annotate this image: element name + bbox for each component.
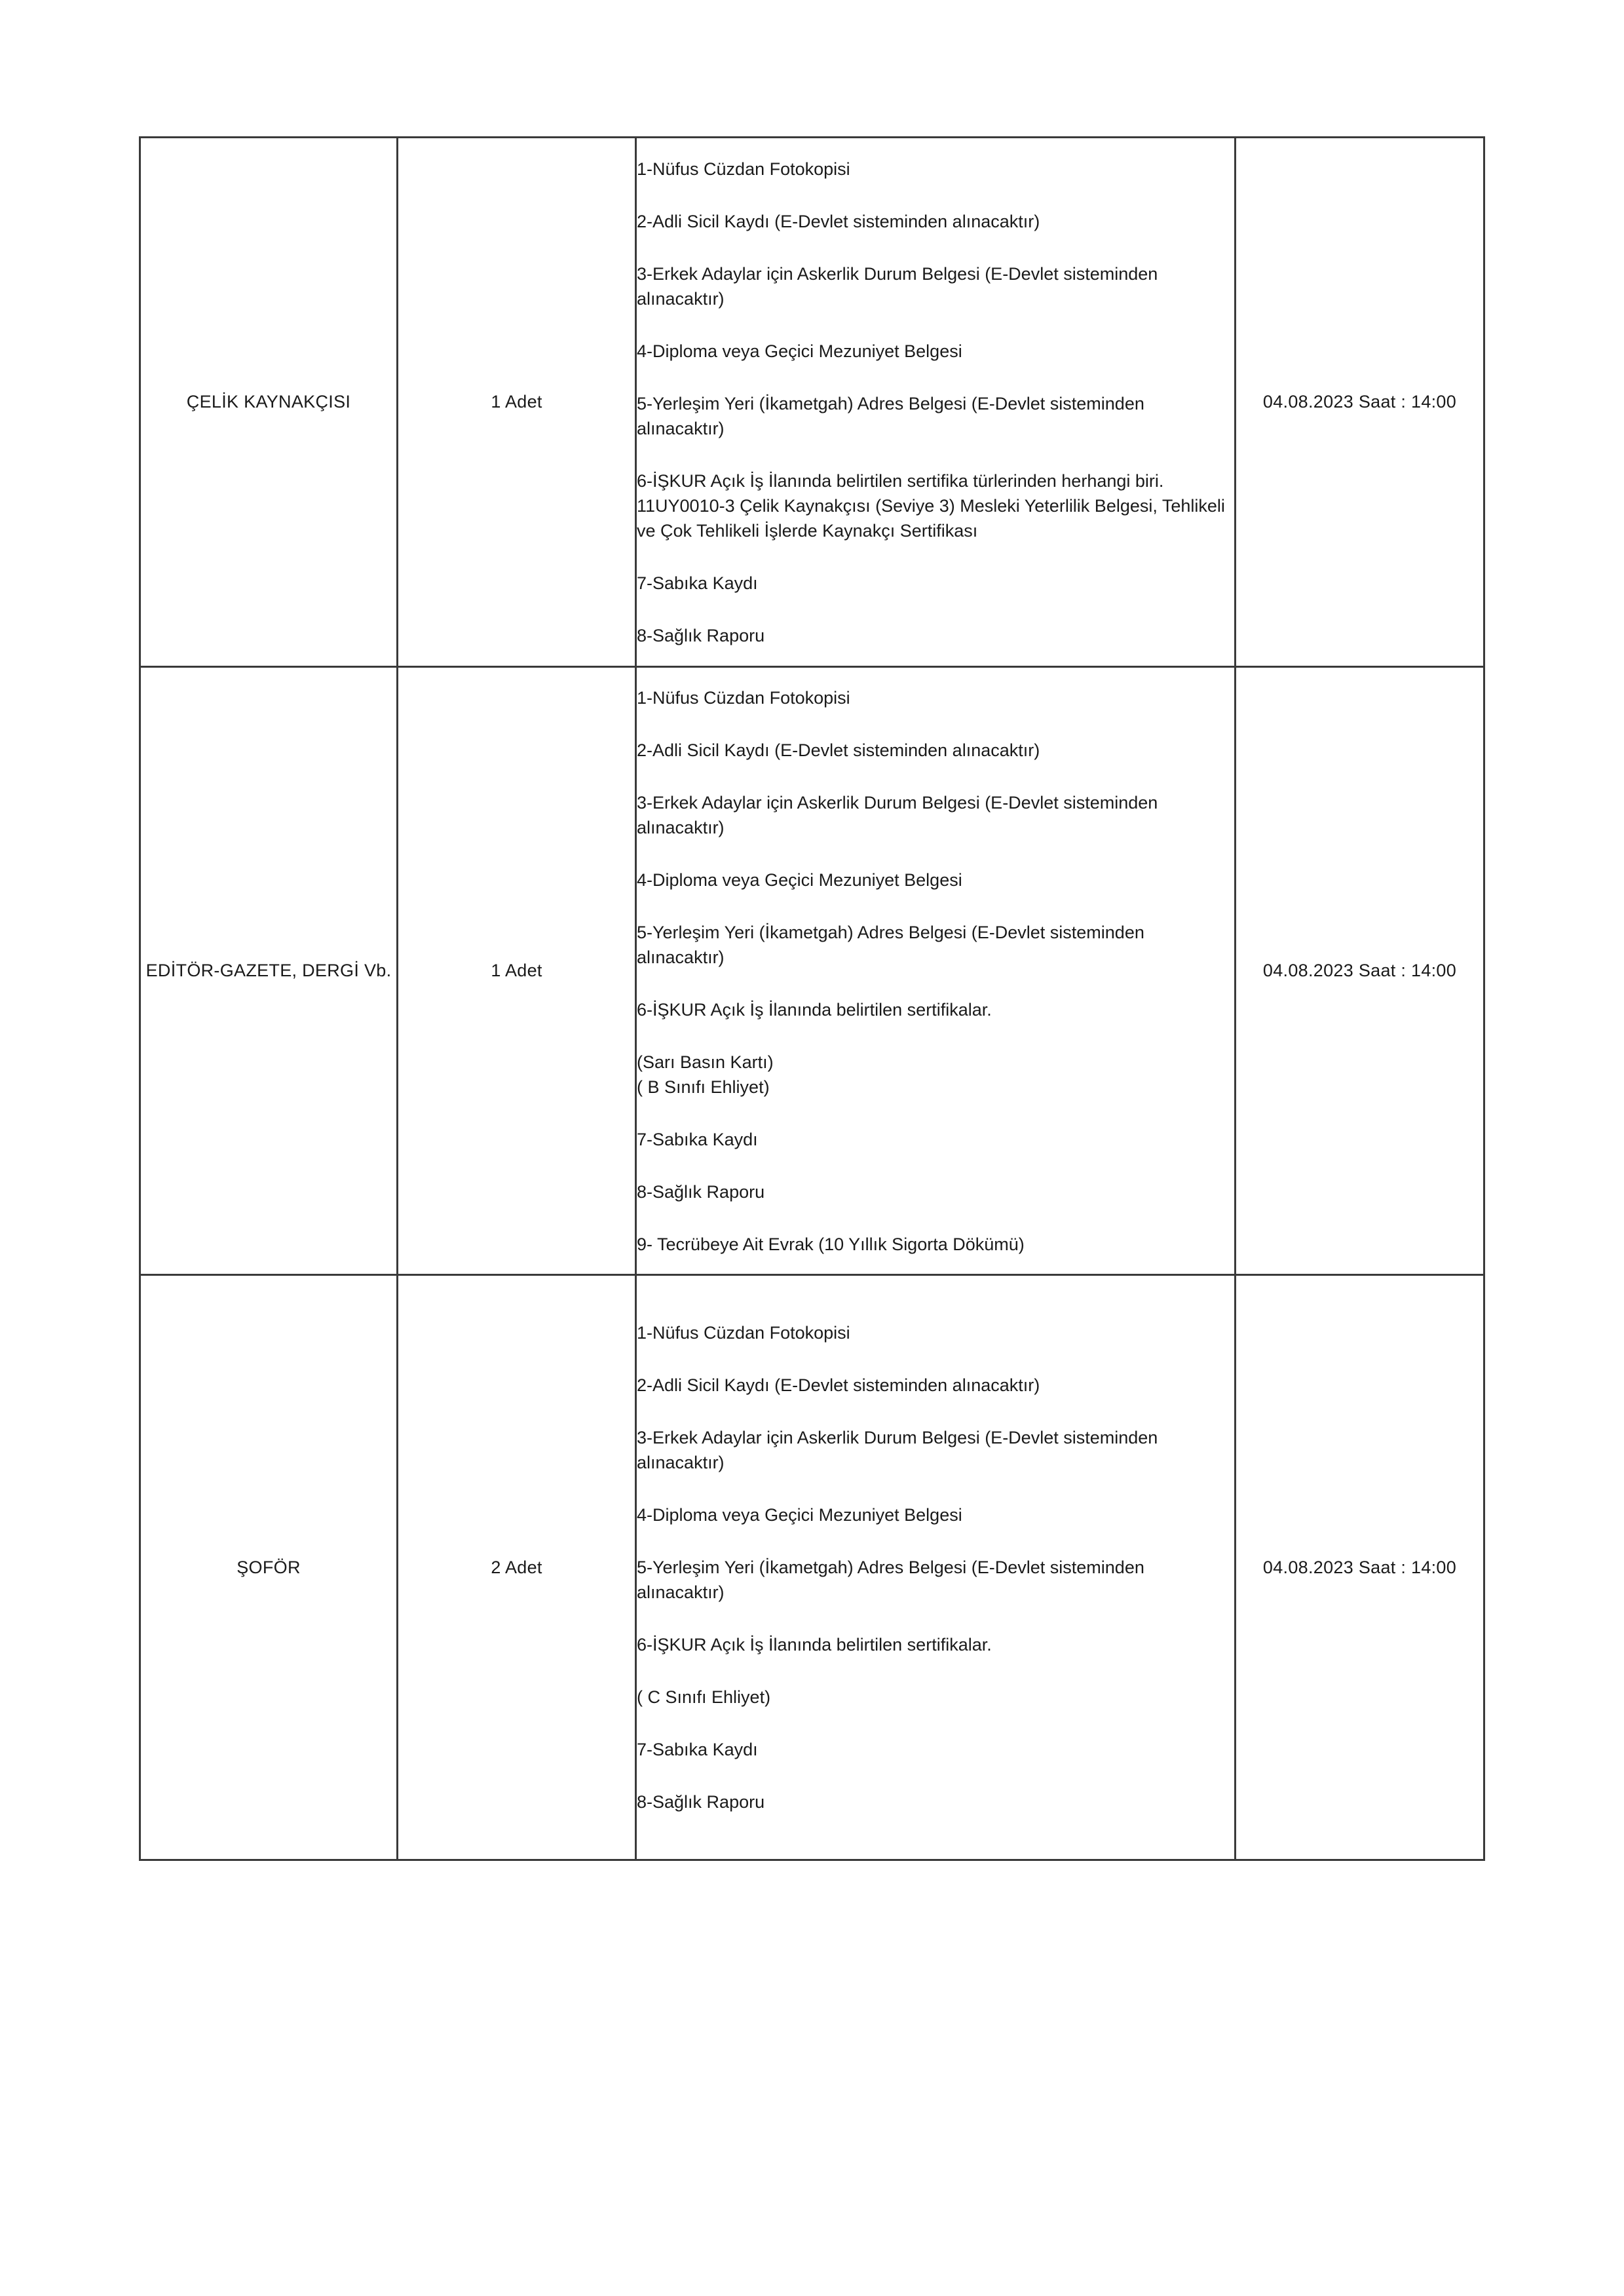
document-item: 3-Erkek Adaylar için Askerlik Durum Belgesi (E-Devlet sisteminden alınacaktır)	[637, 792, 1158, 837]
position-quantity: 1 Adet	[398, 138, 636, 667]
table-row	[140, 138, 1484, 667]
document-item: 4-Diploma veya Geçici Mezuniyet Belgesi	[637, 341, 962, 361]
document-item: 5-Yerleşim Yeri (İkametgah) Adres Belgesi (E-Devlet sisteminden alınacaktır)	[637, 922, 1144, 967]
required-documents	[636, 1275, 1236, 1860]
document-item: 5-Yerleşim Yeri (İkametgah) Adres Belgesi (E-Devlet sisteminden alınacaktır)	[637, 1558, 1144, 1602]
exam-date: 04.08.2023 Saat : 14:00	[1236, 667, 1484, 1275]
document-item: 2-Adli Sicil Kaydı (E-Devlet sisteminden alınacaktır)	[637, 211, 1040, 231]
document-item: 6-İŞKUR Açık İş İlanında belirtilen sertifika türlerinden herhangi biri. 11UY0010-3 Çelik Kaynakçısı (Seviye 3) Mesleki Yeterlilik Belgesi, Tehlikeli ve Çok Tehlikeli İşlerde Kaynakçı Sertifikası	[637, 470, 1225, 541]
document-item: 7-Sabıka Kaydı	[637, 1740, 758, 1759]
position-quantity: 1 Adet	[398, 667, 636, 1275]
table-row	[140, 667, 1484, 1275]
position-title: EDİTÖR-GAZETE, DERGİ Vb.	[140, 667, 398, 1275]
document-item: 6-İŞKUR Açık İş İlanında belirtilen sertifikalar.	[637, 999, 992, 1020]
document-item: 5-Yerleşim Yeri (İkametgah) Adres Belgesi (E-Devlet sisteminden alınacaktır)	[637, 393, 1144, 438]
document-item: 1-Nüfus Cüzdan Fotokopisi	[637, 687, 850, 708]
document-item: 8-Sağlık Raporu	[637, 625, 765, 645]
position-title: ÇELİK KAYNAKÇISI	[140, 138, 398, 667]
document-item: 7-Sabıka Kaydı	[637, 573, 758, 593]
position-title: ŞOFÖR	[140, 1275, 398, 1860]
document-item: 6-İŞKUR Açık İş İlanında belirtilen sertifikalar.	[637, 1635, 992, 1655]
document-item: 4-Diploma veya Geçici Mezuniyet Belgesi	[637, 870, 962, 890]
document-item: 4-Diploma veya Geçici Mezuniyet Belgesi	[637, 1505, 962, 1525]
exam-date: 04.08.2023 Saat : 14:00	[1236, 138, 1484, 667]
document-item: ( C Sınıfı Ehliyet)	[637, 1687, 771, 1707]
exam-date: 04.08.2023 Saat : 14:00	[1236, 1275, 1484, 1860]
document-item: 1-Nüfus Cüzdan Fotokopisi	[637, 1323, 850, 1343]
required-documents	[636, 667, 1236, 1275]
required-documents	[636, 138, 1236, 667]
document-item: 9- Tecrübeye Ait Evrak (10 Yıllık Sigorta Dökümü)	[637, 1234, 1025, 1254]
document-item: (Sarı Basın Kartı) ( B Sınıfı Ehliyet)	[637, 1052, 774, 1097]
position-quantity: 2 Adet	[398, 1275, 636, 1860]
document-item: 2-Adli Sicil Kaydı (E-Devlet sisteminden alınacaktır)	[637, 1375, 1040, 1395]
requirements-table	[139, 136, 1485, 1861]
document-item: 2-Adli Sicil Kaydı (E-Devlet sisteminden alınacaktır)	[637, 740, 1040, 760]
document-item: 3-Erkek Adaylar için Askerlik Durum Belgesi (E-Devlet sisteminden alınacaktır)	[637, 1428, 1158, 1472]
document-item: 8-Sağlık Raporu	[637, 1181, 765, 1202]
document-item: 7-Sabıka Kaydı	[637, 1129, 758, 1149]
document-item: 1-Nüfus Cüzdan Fotokopisi	[637, 159, 850, 179]
table-row	[140, 1275, 1484, 1860]
document-item: 3-Erkek Adaylar için Askerlik Durum Belgesi (E-Devlet sisteminden alınacaktır)	[637, 263, 1158, 309]
document-item: 8-Sağlık Raporu	[637, 1792, 765, 1812]
